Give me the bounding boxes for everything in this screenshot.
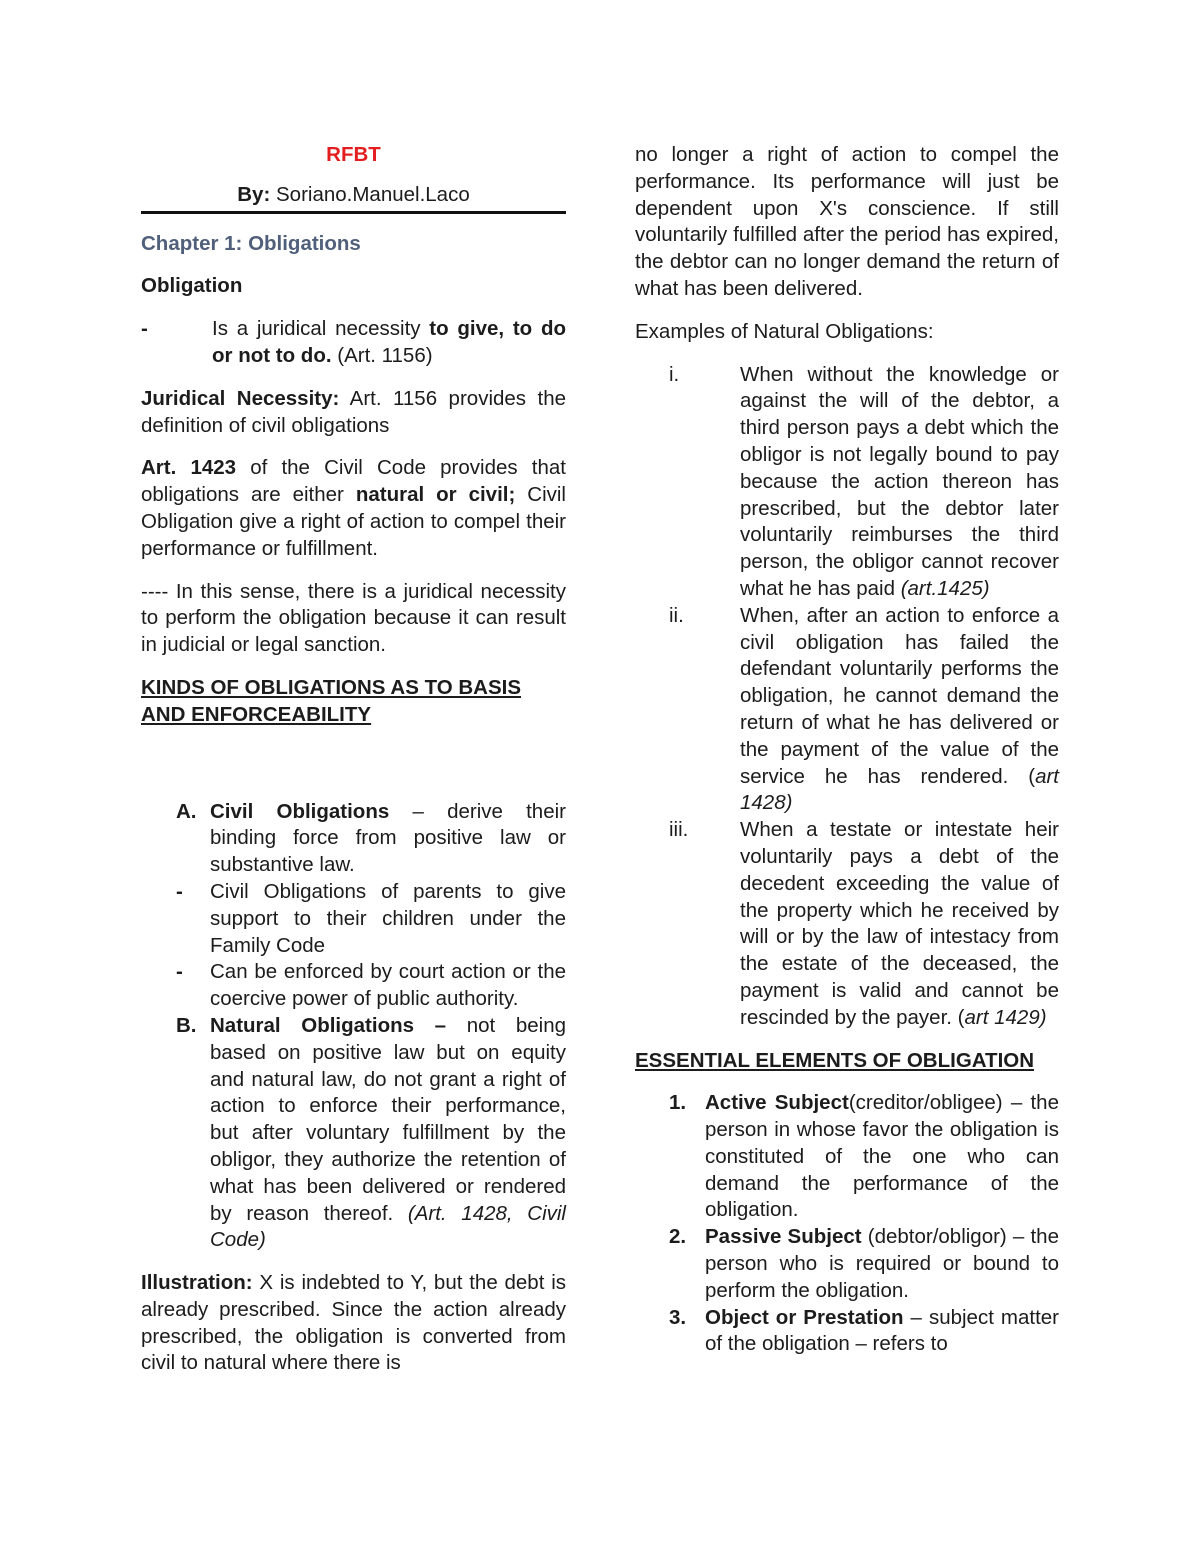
- illustration-text: X is indebted to Y, but the debt is already prescribed. Since the action already prescribed, the obligation is converted from civil to natural where there is: [141, 1271, 566, 1375]
- civil-obligations-label: Civil Obligations: [210, 799, 390, 823]
- authors: Soriano.Manuel.Laco: [270, 182, 470, 206]
- dash-marker: -: [176, 879, 183, 903]
- example-citation: (art.1425): [900, 576, 990, 600]
- dash-marker: -: [176, 960, 183, 984]
- definition-text: Is a juridical necessity: [212, 317, 430, 341]
- roman-marker: i.: [669, 362, 680, 386]
- number-marker: 1.: [669, 1091, 687, 1115]
- example-text: When a testate or intestate heir voluntarily pays a debt of the decedent exceeding the value of the property which he received by will or by the law of intestacy from the estate of the deceased, the payment is valid and cannot be rescinded by the payer.: [740, 818, 1059, 1029]
- natural-obligations-citation: (Art. 1428, Civil Code): [210, 1201, 566, 1252]
- list-marker: B.: [176, 1013, 197, 1037]
- civil-obligations-item: [141, 799, 566, 879]
- byline: [141, 182, 566, 209]
- element-label: Active Subject: [705, 1091, 849, 1115]
- kinds-heading: KINDS OF OBLIGATIONS AS TO BASIS AND ENFORCEABILITY: [141, 675, 522, 726]
- obligation-heading: Obligation: [141, 274, 243, 298]
- number-marker: 3.: [669, 1305, 687, 1329]
- art-1423-text-2: Civil Obligation give a right of action to compel their performance or fulfillment.: [141, 483, 566, 560]
- natural-obligations-item: [141, 1013, 566, 1254]
- document-title: RFBT: [326, 143, 381, 166]
- element-label: Passive Subject: [705, 1225, 862, 1249]
- art-1423-bold: natural or civil;: [355, 483, 516, 507]
- illustration-paragraph: [141, 1270, 566, 1377]
- bullet-marker: -: [141, 317, 148, 341]
- element-item-2: [635, 1224, 1059, 1304]
- elements-heading: ESSENTIAL ELEMENTS OF OBLIGATION: [635, 1048, 1035, 1072]
- civil-dash-item-2: [141, 959, 566, 1013]
- element-item-1: [635, 1090, 1059, 1224]
- example-text: When without the knowledge or against the will of the debtor, a third person pays a debt which the obligor is not legally bound to pay because the action thereon has prescribed, but the debtor later voluntarily reimburses the third person, the obligor cannot recover what he has paid: [740, 362, 1059, 600]
- element-label: Object or Prestation: [705, 1305, 904, 1329]
- obligation-definition-item: [141, 316, 566, 370]
- natural-example-2: [635, 603, 1059, 817]
- definition-citation: (Art. 1156): [331, 343, 433, 367]
- illustration-label: Illustration:: [141, 1271, 253, 1295]
- natural-obligations-text: [210, 1013, 566, 1254]
- example-cite-open: (: [1028, 764, 1036, 788]
- natural-example-1: [635, 362, 1059, 603]
- definition-bold: to give, to do or not to do.: [212, 317, 566, 367]
- natural-example-3: [635, 817, 1059, 1031]
- example-citation: art 1429): [964, 1005, 1047, 1029]
- natural-example-text: [740, 817, 1059, 1031]
- right-column: [635, 142, 1059, 1358]
- list-marker: A.: [176, 799, 197, 823]
- element-desc: – subject matter of the obligation – refers to: [705, 1305, 1059, 1356]
- juridical-label: Juridical Necessity:: [141, 386, 340, 410]
- number-marker: 2.: [669, 1225, 687, 1249]
- left-column: [141, 142, 566, 1377]
- element-text: [705, 1090, 1059, 1224]
- element-desc: (debtor/obligor) – the person who is required or bound to perform the obligation.: [705, 1225, 1059, 1302]
- art-1423-label: Art. 1423: [141, 456, 237, 480]
- obligation-definition: [212, 316, 566, 370]
- natural-example-text: [740, 603, 1059, 817]
- chapter-heading: Chapter 1: Obligations: [141, 231, 361, 255]
- sense-paragraph: ---- In this sense, there is a juridical necessity to perform the obligation because it can result in judicial or legal sanction.: [141, 579, 566, 657]
- natural-examples-heading: Examples of Natural Obligations:: [635, 319, 934, 343]
- civil-dash-text: Civil Obligations of parents to give support to their children under the Family Code: [210, 879, 566, 957]
- civil-dash-item-1: [141, 879, 566, 959]
- roman-marker: ii.: [669, 603, 684, 627]
- civil-dash-text: Can be enforced by court action or the coercive power of public authority.: [210, 960, 566, 1011]
- roman-marker: iii.: [669, 818, 689, 842]
- element-text: [705, 1305, 1059, 1359]
- art-1423-paragraph: [141, 455, 566, 562]
- element-desc: (creditor/obligee) – the person in whose favor the obligation is constituted of the one who can demand the performance of the obligation.: [705, 1091, 1059, 1222]
- natural-obligations-label: Natural Obligations –: [210, 1013, 447, 1037]
- illustration-continued: no longer a right of action to compel the performance. Its performance will just be dependent upon X's conscience. If still voluntarily fulfilled after the period has expired, the debtor can no longer demand the return of what has been delivered.: [635, 143, 1059, 300]
- element-item-3: [635, 1305, 1059, 1359]
- juridical-necessity-paragraph: [141, 386, 566, 440]
- civil-obligations-text: [210, 799, 566, 879]
- juridical-text: Art. 1156 provides the definition of civil obligations: [141, 386, 567, 437]
- example-text: When, after an action to enforce a civil obligation has failed the defendant voluntarily performs the obligation, he cannot demand the return of what he has delivered or the payment of the value of the service he has rendered.: [740, 603, 1059, 788]
- civil-obligations-desc: – derive their binding force from positive law or substantive law.: [210, 799, 566, 877]
- natural-example-text: [740, 362, 1059, 603]
- art-1423-text: of the Civil Code provides that obligations are either: [141, 456, 566, 507]
- title-divider: [141, 211, 566, 214]
- example-cite-open: (: [957, 1005, 965, 1029]
- by-label: By:: [237, 182, 271, 206]
- natural-obligations-desc: not being based on positive law but on equity and natural law, do not grant a right of action to enforce their performance, but after voluntary fulfillment by the obligor, they authorize the retention of what has been delivered or rendered by reason thereof.: [210, 1013, 566, 1225]
- element-text: [705, 1224, 1059, 1304]
- example-citation: art 1428): [740, 764, 1059, 815]
